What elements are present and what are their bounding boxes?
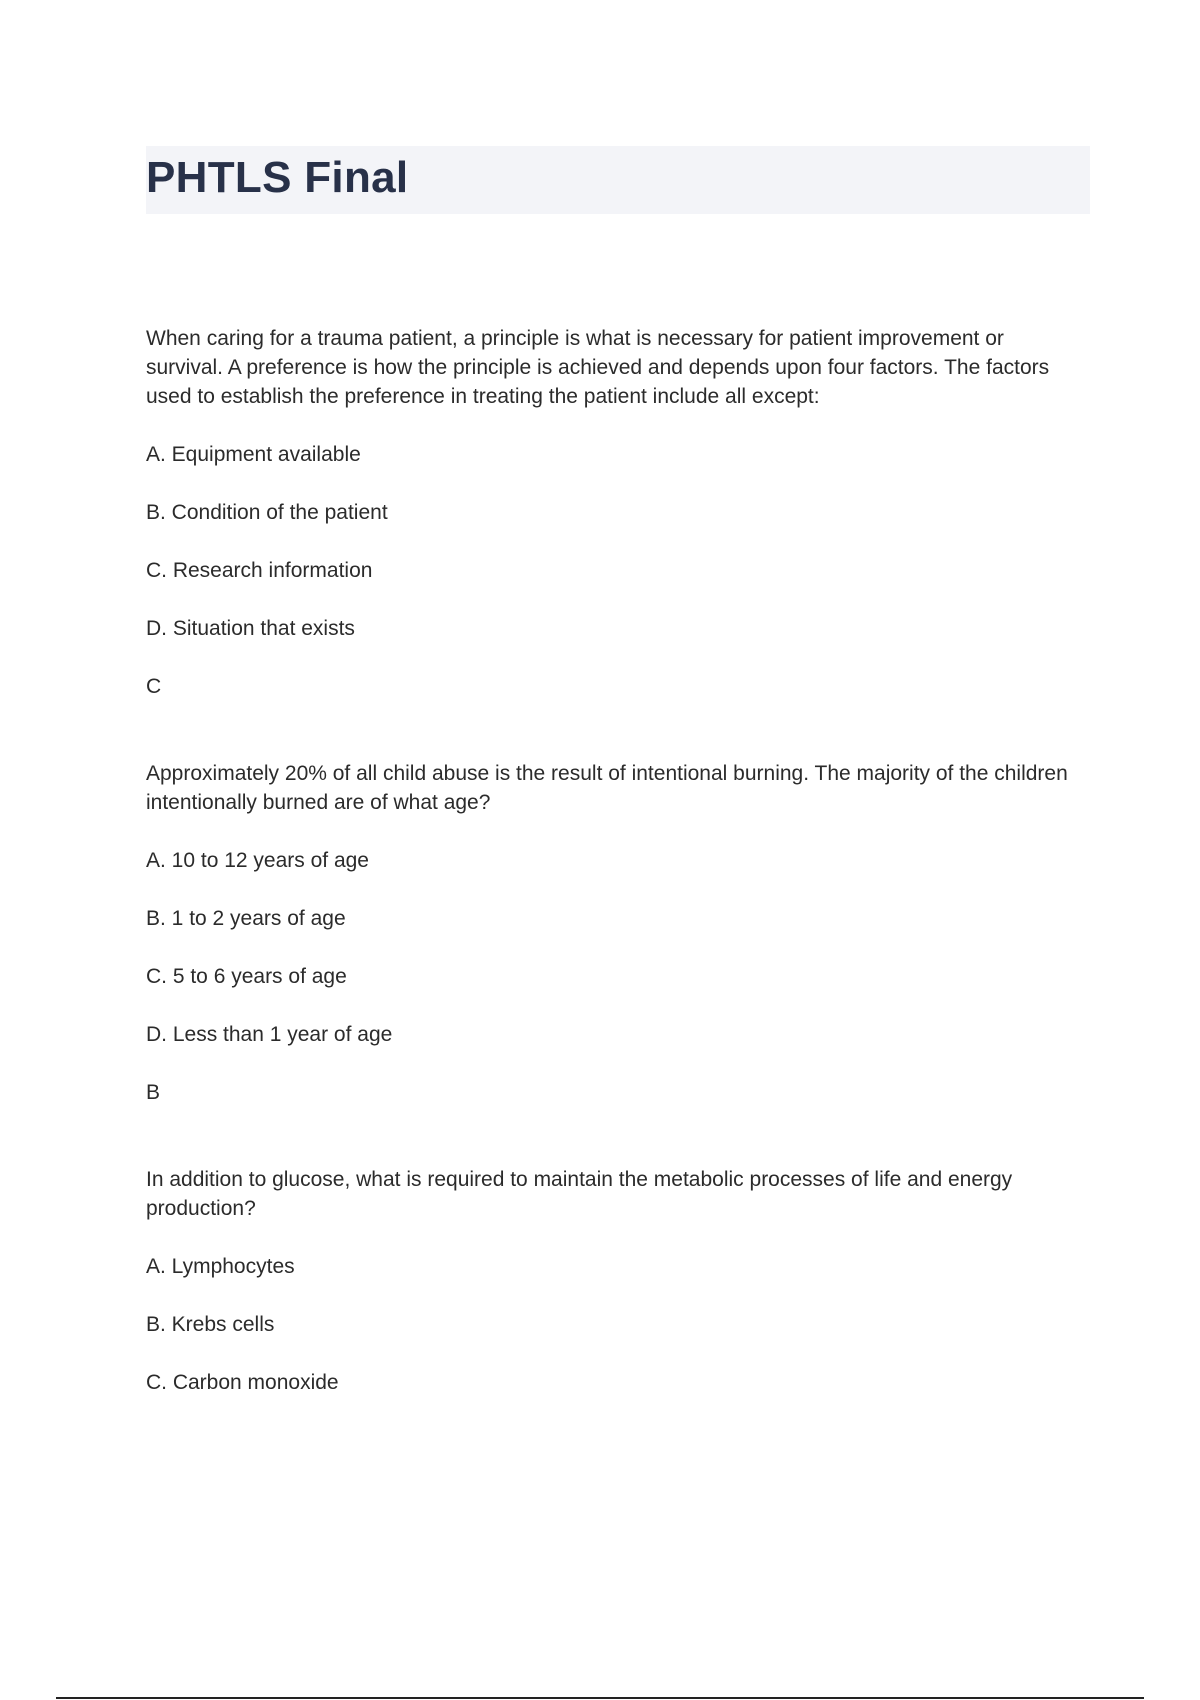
- answer-option: A. Equipment available: [146, 443, 361, 466]
- page-title: PHTLS Final: [146, 153, 409, 202]
- question-3: [146, 1165, 1076, 1397]
- question-text: Approximately 20% of all child abuse is the result of intentional burning. The majority of the children intentionally burned are of what age?: [146, 762, 1068, 814]
- question-text: In addition to glucose, what is required to maintain the metabolic processes of life and energy production?: [146, 1168, 1013, 1220]
- answer-option: D. Less than 1 year of age: [146, 1023, 393, 1046]
- question-spacer: [146, 701, 1076, 759]
- question-spacer: [146, 1107, 1076, 1165]
- title-banner: [146, 146, 1090, 214]
- answer-option: C. Carbon monoxide: [146, 1371, 339, 1394]
- answer-option: D. Situation that exists: [146, 617, 355, 640]
- answer-option: A. Lymphocytes: [146, 1255, 295, 1278]
- answer-option: C. 5 to 6 years of age: [146, 965, 347, 988]
- answer-option: B. Condition of the patient: [146, 501, 388, 524]
- question-1: [146, 324, 1076, 701]
- question-2: [146, 759, 1076, 1107]
- answer-option: A. 10 to 12 years of age: [146, 849, 369, 872]
- correct-answer: B: [146, 1081, 161, 1104]
- correct-answer: C: [146, 675, 162, 698]
- question-list: [146, 324, 1076, 1397]
- answer-option: B. Krebs cells: [146, 1313, 275, 1336]
- page-bottom-rule: [56, 1697, 1144, 1699]
- question-text: When caring for a trauma patient, a principle is what is necessary for patient improvement or survival. A preference is how the principle is achieved and depends upon four factors. The factors used to establish the preference in treating the patient include all except:: [146, 327, 1050, 408]
- answer-option: B. 1 to 2 years of age: [146, 907, 346, 930]
- answer-option: C. Research information: [146, 559, 373, 582]
